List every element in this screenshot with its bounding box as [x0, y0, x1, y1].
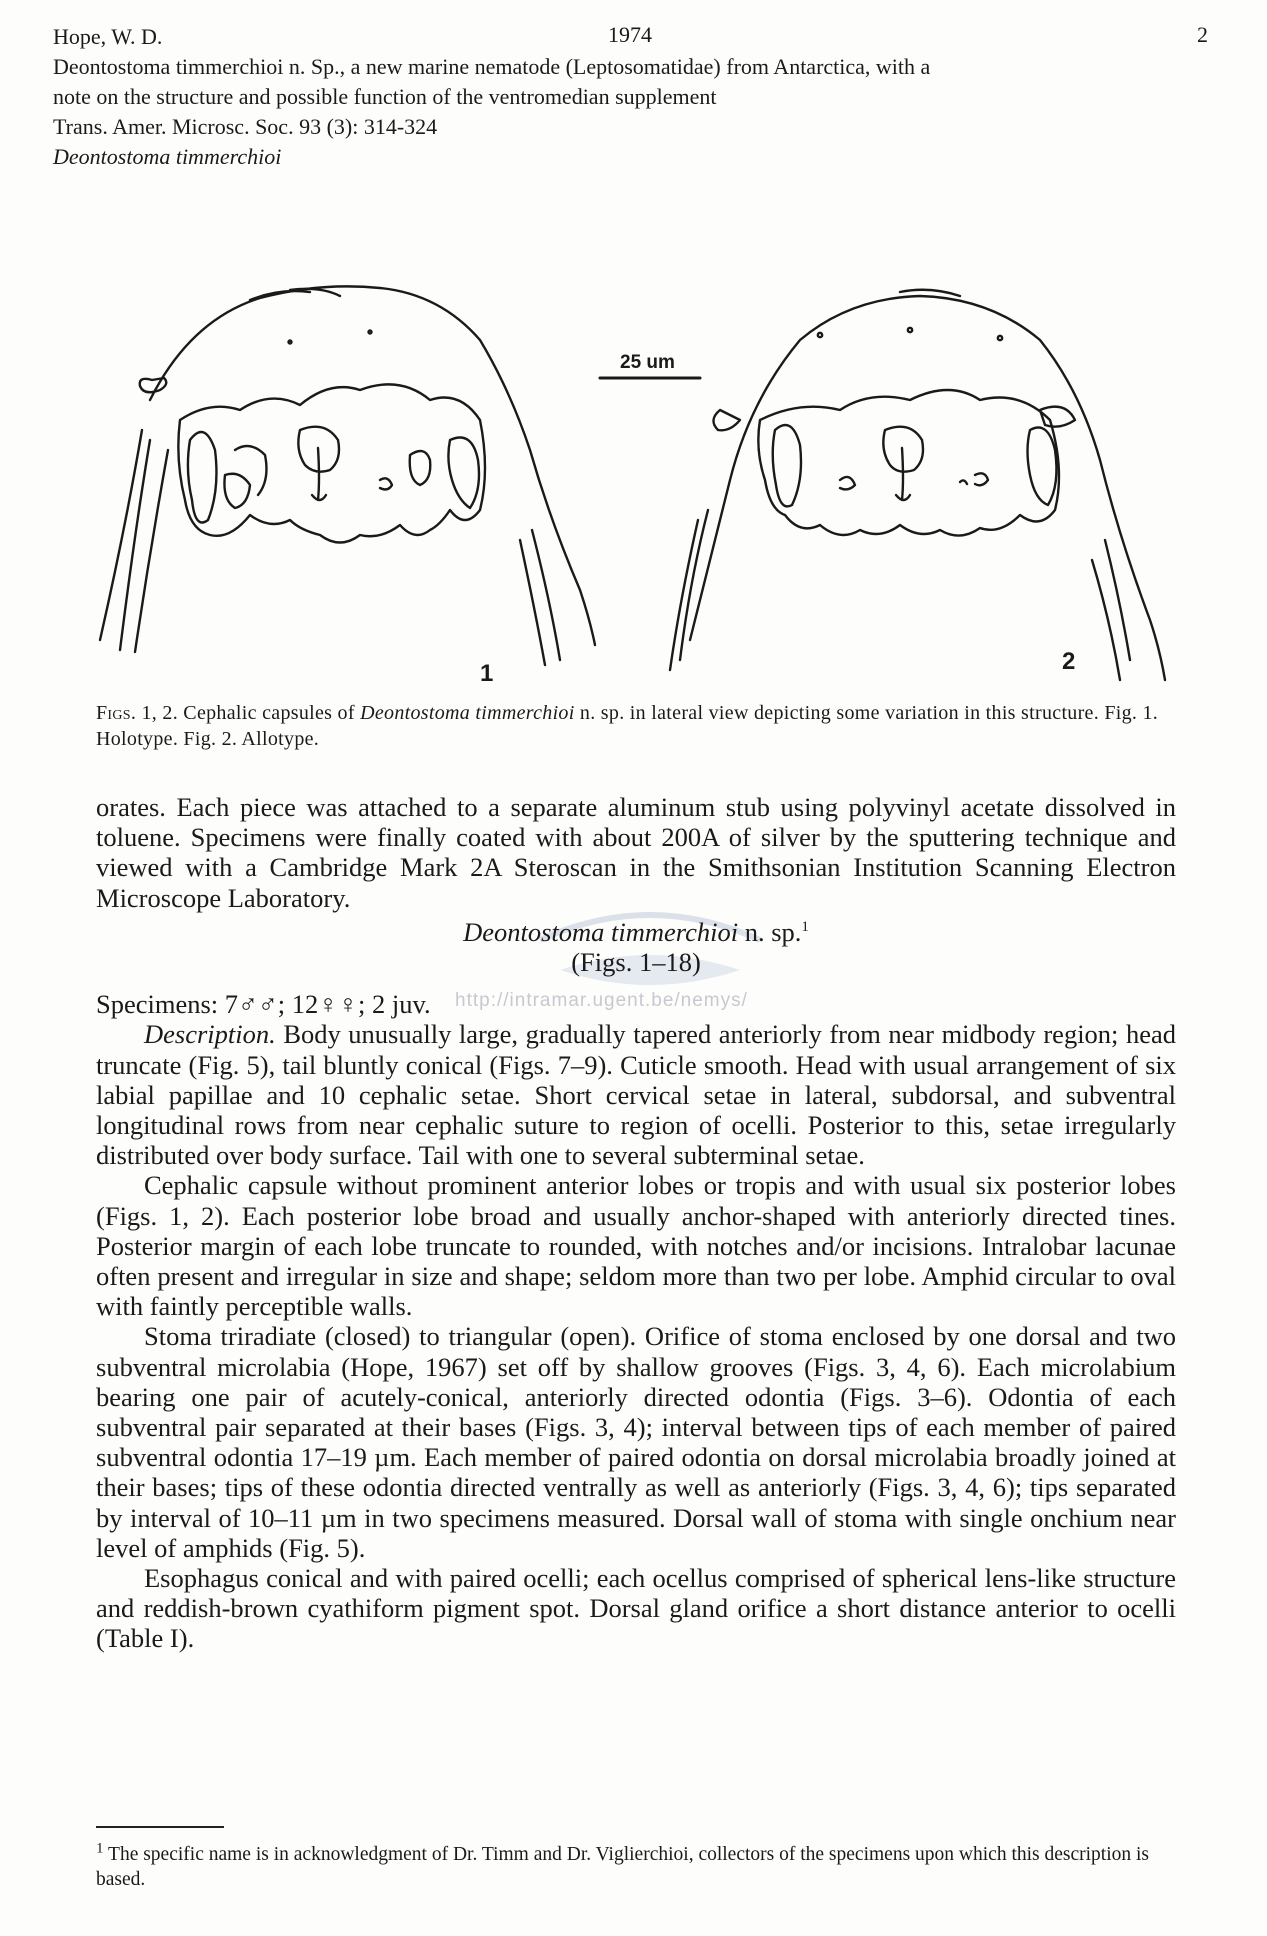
watermark-url: http://intramar.ugent.be/nemys/	[455, 990, 748, 1011]
caption-figs: Figs.	[96, 702, 137, 724]
description-text: Body unusually large, gradually tapered anteriorly from near midbody region; head truncate (Fig. 5), tail bluntly conical (Figs. 7–9). Cuticle smooth. Head with usual arrangement of six labial papillae and 10 cephalic setae. Short cervical setae in lateral, subdorsal, and subventral longitudinal rows from near cephalic suture to region of ocelli. Posterior to this, setae irregularly distributed over body surface. Tail with one to several subterminal setae.	[96, 1019, 1176, 1171]
species-heading	[96, 917, 1176, 947]
footnote-divider	[96, 1826, 224, 1828]
paragraph-description	[96, 1019, 1176, 1170]
footnote-text: The specific name is in acknowledgment of Dr. Timm and Dr. Viglierchioi, collectors of the specimens upon which this description is based.	[96, 1844, 1150, 1890]
heading-species: Deontostoma timmerchioi	[463, 916, 739, 947]
heading-footnote-marker: 1	[801, 918, 809, 935]
footnote-marker: 1	[96, 1840, 104, 1857]
caption-species: Deontostoma timmerchioi	[360, 702, 575, 724]
paragraph-methods: orates. Each piece was attached to a separate aluminum stub using polyvinyl acetate dissolved in toluene. Specimens were finally coated with about 200A of silver by the sputtering technique and viewed with a Cambridge Mark 2A Steroscan in the Smithsonian Institution Scanning Electron Microscope Laboratory.	[96, 792, 1176, 913]
header-title-line-2: note on the structure and possible function of the ventromedian supplement	[53, 84, 717, 109]
paragraph-stoma: Stoma triradiate (closed) to triangular (open). Orifice of stoma enclosed by one dorsal and two subventral microlabia (Hope, 1967) set off by shallow grooves (Figs. 3, 4, 6). Each microlabium bearing one pair of acutely-conical, anteriorly directed odontia (Figs. 3–6). Odontia of each subventral pair separated at their bases (Figs. 3, 4); interval between tips of each member of paired subventral odontia 17–19 µm. Each member of paired odontia on dorsal microlabia broadly joined at their bases; tips of these odontia directed ventrally as well as anteriorly (Figs. 3, 4, 6); tips separated by interval of 10–11 µm in two specimens measured. Dorsal wall of stoma with single onchium near level of amphids (Fig. 5).	[96, 1321, 1176, 1563]
figure-drawings	[80, 280, 1200, 700]
header-species: Deontostoma timmerchioi	[53, 144, 282, 169]
cephalic-capsule-figure	[80, 280, 1200, 700]
figs-heading: (Figs. 1–18)	[571, 947, 701, 978]
figure-1-label: 1	[480, 660, 494, 687]
figure-2-drawing	[670, 290, 1165, 680]
header-journal: Trans. Amer. Microsc. Soc. 93 (3): 314-324	[53, 114, 438, 139]
paragraph-cephalic-capsule: Cephalic capsule without prominent anterior lobes or tropis and with usual six posterior lobes (Figs. 1, 2). Each posterior lobe broad and usually anchor-shaped with anteriorly directed tines. Posterior margin of each lobe truncate to rounded, with notches and/or incisions. Intralobar lacunae often present and irregular in size and shape; seldom more than two per lobe. Amphid circular to oval with faintly perceptible walls.	[96, 1170, 1176, 1322]
header-title-line-1: Deontostoma timmerchioi n. Sp., a new marine nematode (Leptosomatidae) from Antarctica, with a	[53, 54, 931, 79]
paragraph-esophagus: Esophagus conical and with paired ocelli; each ocellus comprised of spherical lens-like structure and reddish-brown cyathiform pigment spot. Dorsal gland orifice a short distance anterior to ocelli (Table I).	[96, 1563, 1176, 1654]
main-text	[96, 792, 1176, 1654]
header-author: Hope, W. D.	[53, 24, 163, 49]
description-label: Description.	[144, 1019, 276, 1050]
heading-rest: n. sp.	[744, 916, 802, 947]
caption-rest: n. sp. in lateral view depicting some variation in this structure. Fig. 1. Holotype. Fig. 2. Allotype.	[96, 702, 1159, 750]
scale-bar-label: 25 um	[620, 352, 675, 373]
header-year: 1974	[608, 22, 652, 47]
caption-text: 1, 2. Cephalic capsules of	[141, 702, 355, 724]
figure-2-label: 2	[1062, 648, 1076, 675]
figure-caption	[96, 700, 1176, 752]
figure-1-drawing	[100, 286, 595, 665]
page-number: 2	[1197, 22, 1208, 47]
footnote	[96, 1842, 1176, 1892]
specimens-line: Specimens: 7♂♂; 12♀♀; 2 juv.	[96, 989, 431, 1020]
